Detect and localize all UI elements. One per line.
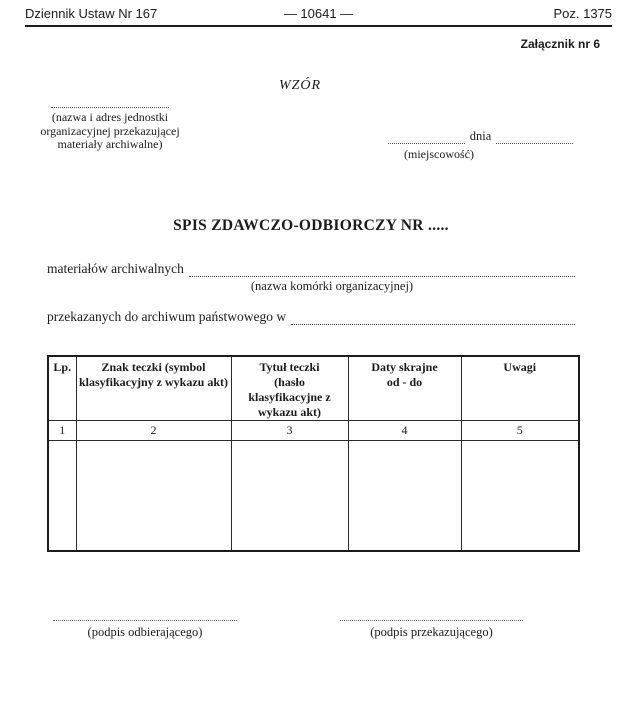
column-number-4: 4: [348, 421, 461, 441]
header-label-uwagi: Uwagi: [503, 360, 537, 374]
header-cell-daty-skrajne: [348, 356, 461, 421]
header-label-daty-skrajne: Daty skrajne od - do: [371, 360, 438, 389]
header-label-tytul-teczki: Tytuł teczki (hasło klasyfikacyjne z wykazu akt): [248, 360, 331, 419]
place-caption: (miejscowość): [404, 147, 474, 161]
form-title: SPIS ZDAWCZO-ODBIORCZY NR .....: [173, 217, 449, 234]
intro-block: [47, 261, 575, 325]
date-line: [388, 129, 573, 144]
archive-fill-line: [291, 310, 575, 325]
header-cell-lp: [48, 356, 76, 421]
signature-section: [53, 615, 523, 640]
header-cell-znak-teczki: [76, 356, 231, 421]
empty-cell-tytul-teczki: [231, 441, 348, 551]
column-number-1: 1: [48, 421, 76, 441]
transferor-signature-line: [340, 615, 523, 621]
receiver-signature-block: [53, 615, 237, 640]
archive-label: przekazanych do archiwum państwowego w: [47, 309, 287, 324]
journal-title: Dziennik Ustaw Nr 167: [25, 6, 158, 21]
empty-cell-znak-teczki: [76, 441, 231, 551]
transferor-signature-caption: (podpis przekazującego): [370, 625, 493, 639]
column-number-5: 5: [461, 421, 579, 441]
header-label-lp: Lp.: [53, 360, 72, 374]
materials-line: [47, 261, 575, 277]
template-label: WZÓR: [278, 78, 322, 93]
empty-cell-lp: [48, 441, 76, 551]
empty-entry-row: [48, 441, 579, 551]
empty-cell-uwagi: [461, 441, 579, 551]
date-word: dnia: [469, 129, 492, 143]
receiver-signature-caption: (podpis odbierającego): [87, 625, 203, 639]
materials-fill-line: [189, 262, 575, 277]
empty-cell-daty-skrajne: [348, 441, 461, 551]
materials-label: materiałów archiwalnych: [47, 261, 184, 276]
sender-block: [28, 101, 192, 152]
transferor-signature-block: [340, 615, 523, 640]
unit-caption: (nazwa komórki organizacyjnej): [250, 279, 414, 293]
column-number-row: [48, 421, 579, 441]
place-fill-line: [388, 130, 465, 144]
header-cell-uwagi: [461, 356, 579, 421]
journal-header: [25, 6, 612, 27]
column-number-3: 3: [231, 421, 348, 441]
sender-fill-line: [51, 101, 169, 108]
date-fill-line: [496, 130, 573, 144]
attachment-label: Załącznik nr 6: [520, 37, 600, 51]
header-label-znak-teczki: Znak teczki (symbol klasyfikacyjny z wykazu akt): [78, 360, 228, 389]
header-cell-tytul-teczki: [231, 356, 348, 421]
table-header-row: [48, 356, 579, 421]
sender-caption-line-3: materiały archiwalne): [57, 137, 163, 151]
sender-caption-line-2: organizacyjnej przekazującej: [40, 123, 180, 138]
column-number-2: 2: [76, 421, 231, 441]
journal-page-number: — 10641 —: [283, 6, 354, 21]
inventory-table: [47, 355, 580, 552]
archive-line: [47, 309, 575, 325]
sender-caption-line-1: (nazwa i adres jednostki: [51, 110, 169, 124]
date-place-block: [388, 129, 573, 162]
receiver-signature-line: [53, 615, 237, 621]
journal-position: Poz. 1375: [553, 6, 613, 21]
